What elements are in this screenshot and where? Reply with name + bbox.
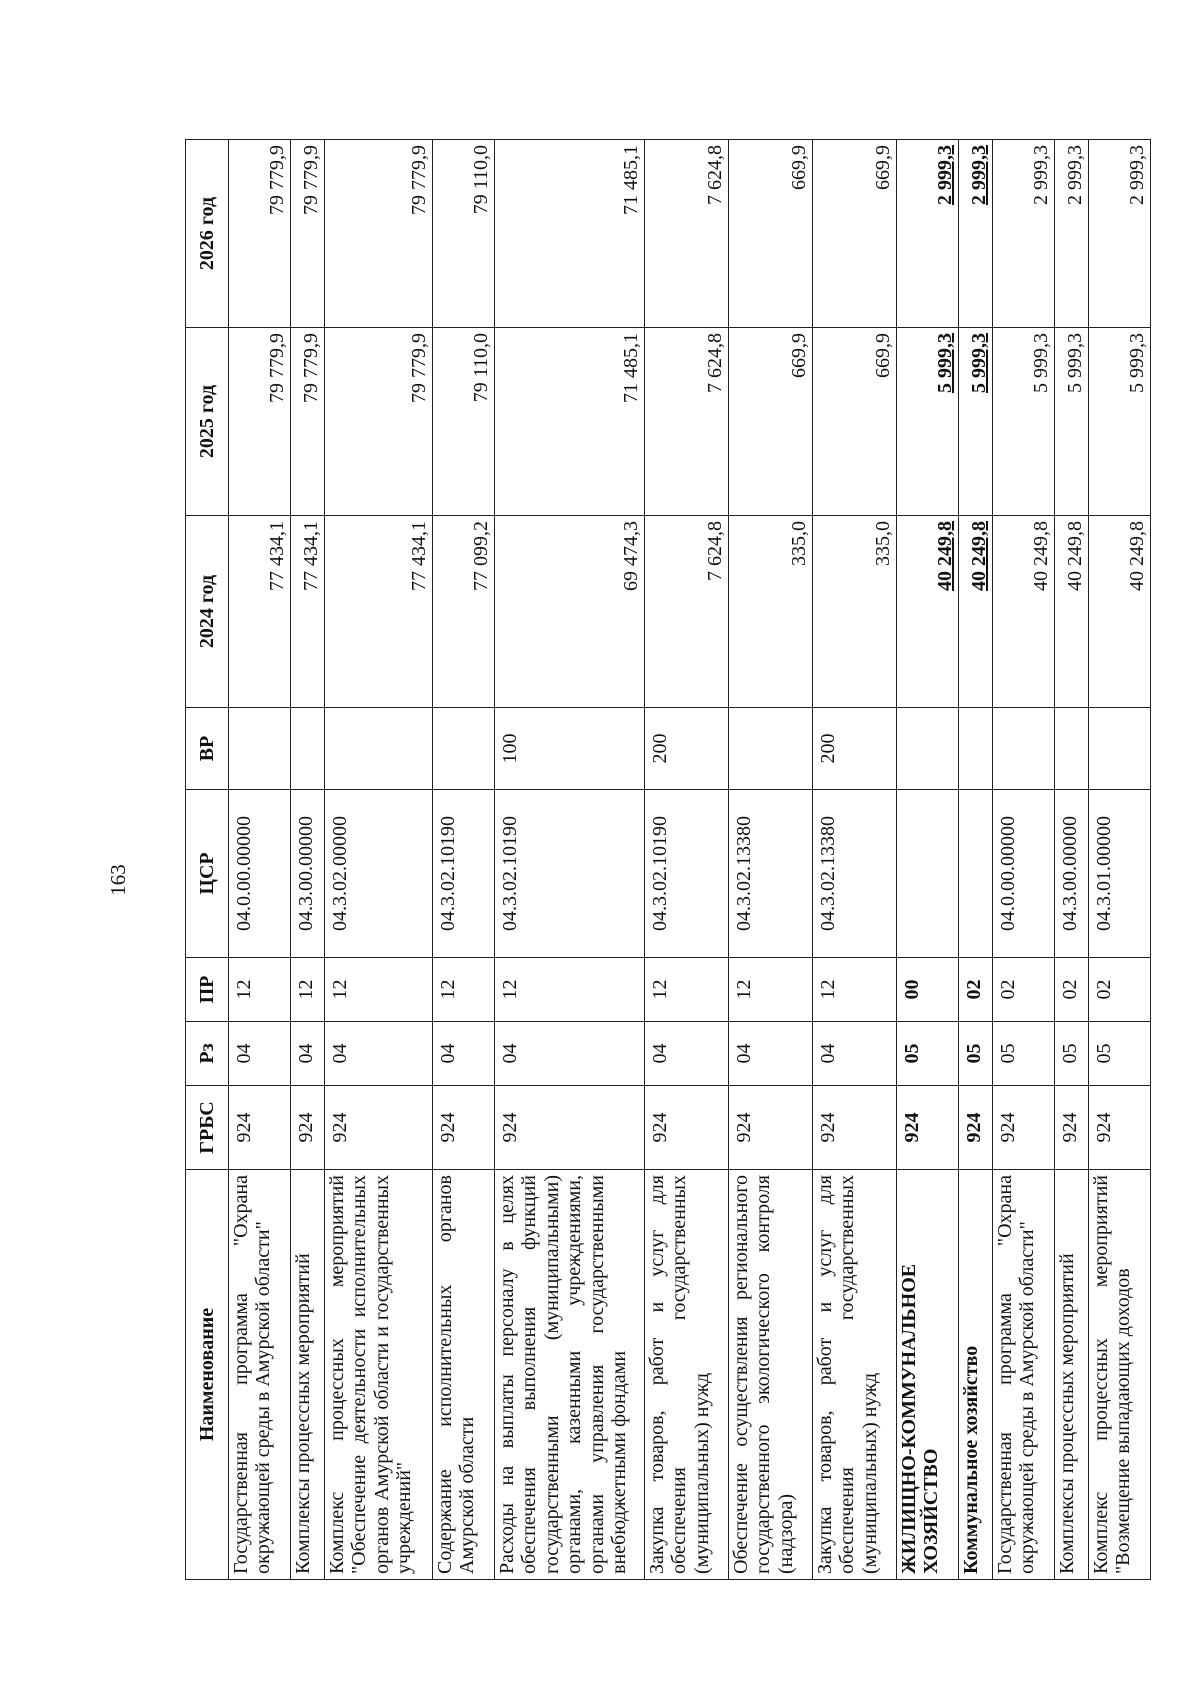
cell-csr: 04.3.00.00000 (1055, 790, 1089, 958)
cell-grbs: 924 (813, 1086, 897, 1170)
cell-2024: 77 099,2 (433, 516, 495, 708)
cell-2026: 7 624,8 (645, 140, 729, 328)
cell-name: ЖИЛИЩНО-КОММУНАЛЬНОЕ ХОЗЯЙСТВО (897, 1170, 959, 1580)
cell-csr: 04.3.02.13380 (813, 790, 897, 958)
cell-2025: 79 779,9 (229, 328, 291, 516)
cell-pr: 02 (1055, 958, 1089, 1022)
cell-grbs: 924 (993, 1086, 1055, 1170)
cell-name: Обеспечение осуществления регионального государственного экологического контроля (надзора) (729, 1170, 813, 1580)
cell-grbs: 924 (433, 1086, 495, 1170)
header-csr: ЦСР (186, 790, 229, 958)
table-row (1089, 140, 1151, 1580)
cell-csr (897, 790, 959, 958)
cell-2024: 77 434,1 (229, 516, 291, 708)
table-row (1055, 140, 1089, 1580)
cell-csr: 04.3.02.10190 (433, 790, 495, 958)
cell-rz: 04 (291, 1022, 325, 1086)
cell-pr: 12 (729, 958, 813, 1022)
cell-vr (1089, 708, 1151, 790)
cell-grbs: 924 (645, 1086, 729, 1170)
table-row (433, 140, 495, 1580)
cell-grbs: 924 (229, 1086, 291, 1170)
cell-csr: 04.0.00.00000 (993, 790, 1055, 958)
cell-vr: 200 (645, 708, 729, 790)
cell-2026: 79 779,9 (325, 140, 433, 328)
cell-2024: 40 249,8 (1055, 516, 1089, 708)
cell-2025: 669,9 (813, 328, 897, 516)
table-row (729, 140, 813, 1580)
cell-csr: 04.3.01.00000 (1089, 790, 1151, 958)
cell-vr (325, 708, 433, 790)
rotated-table-wrapper (185, 140, 1148, 1580)
cell-2025: 7 624,8 (645, 328, 729, 516)
cell-vr: 200 (813, 708, 897, 790)
cell-grbs: 924 (495, 1086, 645, 1170)
header-2025: 2025 год (186, 328, 229, 516)
cell-name: Содержание исполнительных органов Амурской области (433, 1170, 495, 1580)
cell-2026: 669,9 (813, 140, 897, 328)
cell-name: Закупка товаров, работ и услуг для обеспечения государственных (муниципальных) нужд (645, 1170, 729, 1580)
cell-2025: 79 779,9 (325, 328, 433, 516)
cell-pr: 12 (495, 958, 645, 1022)
cell-pr: 12 (813, 958, 897, 1022)
cell-2025: 79 110,0 (433, 328, 495, 516)
cell-pr: 12 (325, 958, 433, 1022)
cell-vr (229, 708, 291, 790)
cell-rz: 04 (729, 1022, 813, 1086)
cell-2026: 79 110,0 (433, 140, 495, 328)
cell-pr: 02 (959, 958, 993, 1022)
cell-name: Коммунальное хозяйство (959, 1170, 993, 1580)
cell-name: Комплексы процессных мероприятий (291, 1170, 325, 1580)
header-vr: ВР (186, 708, 229, 790)
budget-table (185, 139, 1151, 1580)
header-2026: 2026 год (186, 140, 229, 328)
cell-vr: 100 (495, 708, 645, 790)
cell-rz: 04 (495, 1022, 645, 1086)
cell-name: Комплексы процессных мероприятий (1055, 1170, 1089, 1580)
cell-csr: 04.0.00.00000 (229, 790, 291, 958)
cell-rz: 04 (325, 1022, 433, 1086)
table-row (645, 140, 729, 1580)
cell-2025: 5 999,3 (993, 328, 1055, 516)
table-row (959, 140, 993, 1580)
cell-2026: 2 999,3 (1089, 140, 1151, 328)
table-row (993, 140, 1055, 1580)
cell-vr (291, 708, 325, 790)
cell-rz: 05 (1055, 1022, 1089, 1086)
cell-name: Комплекс процессных мероприятий "Обеспечение деятельности исполнительных органов Амурской области и государственных учреждений" (325, 1170, 433, 1580)
page-number: 163 (106, 864, 130, 896)
header-grbs: ГРБС (186, 1086, 229, 1170)
cell-rz: 04 (229, 1022, 291, 1086)
cell-pr: 12 (291, 958, 325, 1022)
cell-2024: 69 474,3 (495, 516, 645, 708)
cell-grbs: 924 (729, 1086, 813, 1170)
cell-name: Комплекс процессных мероприятий "Возмещение выпадающих доходов (1089, 1170, 1151, 1580)
cell-rz: 04 (813, 1022, 897, 1086)
cell-2025: 5 999,3 (1055, 328, 1089, 516)
header-rz: Рз (186, 1022, 229, 1086)
cell-vr (993, 708, 1055, 790)
table-row (897, 140, 959, 1580)
cell-2024: 77 434,1 (291, 516, 325, 708)
cell-grbs: 924 (1089, 1086, 1151, 1170)
cell-pr: 12 (229, 958, 291, 1022)
cell-name: Закупка товаров, работ и услуг для обеспечения государственных (муниципальных) нужд (813, 1170, 897, 1580)
cell-vr (959, 708, 993, 790)
cell-vr (1055, 708, 1089, 790)
cell-2025: 5 999,3 (959, 328, 993, 516)
cell-name: Государственная программа "Охрана окружающей среды в Амурской области" (229, 1170, 291, 1580)
cell-2025: 669,9 (729, 328, 813, 516)
cell-2024: 40 249,8 (1089, 516, 1151, 708)
cell-csr: 04.3.02.10190 (495, 790, 645, 958)
cell-2025: 5 999,3 (1089, 328, 1151, 516)
cell-name: Расходы на выплаты персоналу в целях обеспечения выполнения функций государственными (муниципальными) органами, казенными учреждениями, органами управления государственными внебюджетными фондами (495, 1170, 645, 1580)
cell-rz: 05 (1089, 1022, 1151, 1086)
cell-grbs: 924 (959, 1086, 993, 1170)
table-row (325, 140, 433, 1580)
cell-rz: 05 (897, 1022, 959, 1086)
cell-grbs: 924 (897, 1086, 959, 1170)
cell-rz: 05 (993, 1022, 1055, 1086)
cell-pr: 02 (1089, 958, 1151, 1022)
header-row (186, 140, 229, 1580)
cell-pr: 00 (897, 958, 959, 1022)
cell-2026: 669,9 (729, 140, 813, 328)
cell-2024: 335,0 (729, 516, 813, 708)
header-name: Наименование (186, 1170, 229, 1580)
cell-pr: 02 (993, 958, 1055, 1022)
table-row (291, 140, 325, 1580)
header-2024: 2024 год (186, 516, 229, 708)
cell-2026: 2 999,3 (993, 140, 1055, 328)
cell-2026: 2 999,3 (959, 140, 993, 328)
cell-vr (897, 708, 959, 790)
cell-grbs: 924 (325, 1086, 433, 1170)
cell-csr: 04.3.02.10190 (645, 790, 729, 958)
cell-2024: 40 249,8 (897, 516, 959, 708)
cell-rz: 05 (959, 1022, 993, 1086)
cell-csr: 04.3.00.00000 (291, 790, 325, 958)
cell-csr (959, 790, 993, 958)
cell-2025: 71 485,1 (495, 328, 645, 516)
cell-2024: 77 434,1 (325, 516, 433, 708)
cell-2026: 79 779,9 (291, 140, 325, 328)
cell-rz: 04 (645, 1022, 729, 1086)
header-pr: ПР (186, 958, 229, 1022)
cell-2026: 2 999,3 (897, 140, 959, 328)
cell-grbs: 924 (291, 1086, 325, 1170)
cell-pr: 12 (645, 958, 729, 1022)
cell-2024: 40 249,8 (959, 516, 993, 708)
cell-2026: 2 999,3 (1055, 140, 1089, 328)
cell-2024: 40 249,8 (993, 516, 1055, 708)
cell-rz: 04 (433, 1022, 495, 1086)
cell-2024: 335,0 (813, 516, 897, 708)
cell-2025: 79 779,9 (291, 328, 325, 516)
cell-2024: 7 624,8 (645, 516, 729, 708)
cell-vr (729, 708, 813, 790)
cell-grbs: 924 (1055, 1086, 1089, 1170)
cell-2025: 5 999,3 (897, 328, 959, 516)
table-row (495, 140, 645, 1580)
cell-pr: 12 (433, 958, 495, 1022)
cell-name: Государственная программа "Охрана окружающей среды в Амурской области" (993, 1170, 1055, 1580)
cell-csr: 04.3.02.00000 (325, 790, 433, 958)
table-row (813, 140, 897, 1580)
table-row (229, 140, 291, 1580)
cell-2026: 79 779,9 (229, 140, 291, 328)
cell-csr: 04.3.02.13380 (729, 790, 813, 958)
cell-2026: 71 485,1 (495, 140, 645, 328)
cell-vr (433, 708, 495, 790)
